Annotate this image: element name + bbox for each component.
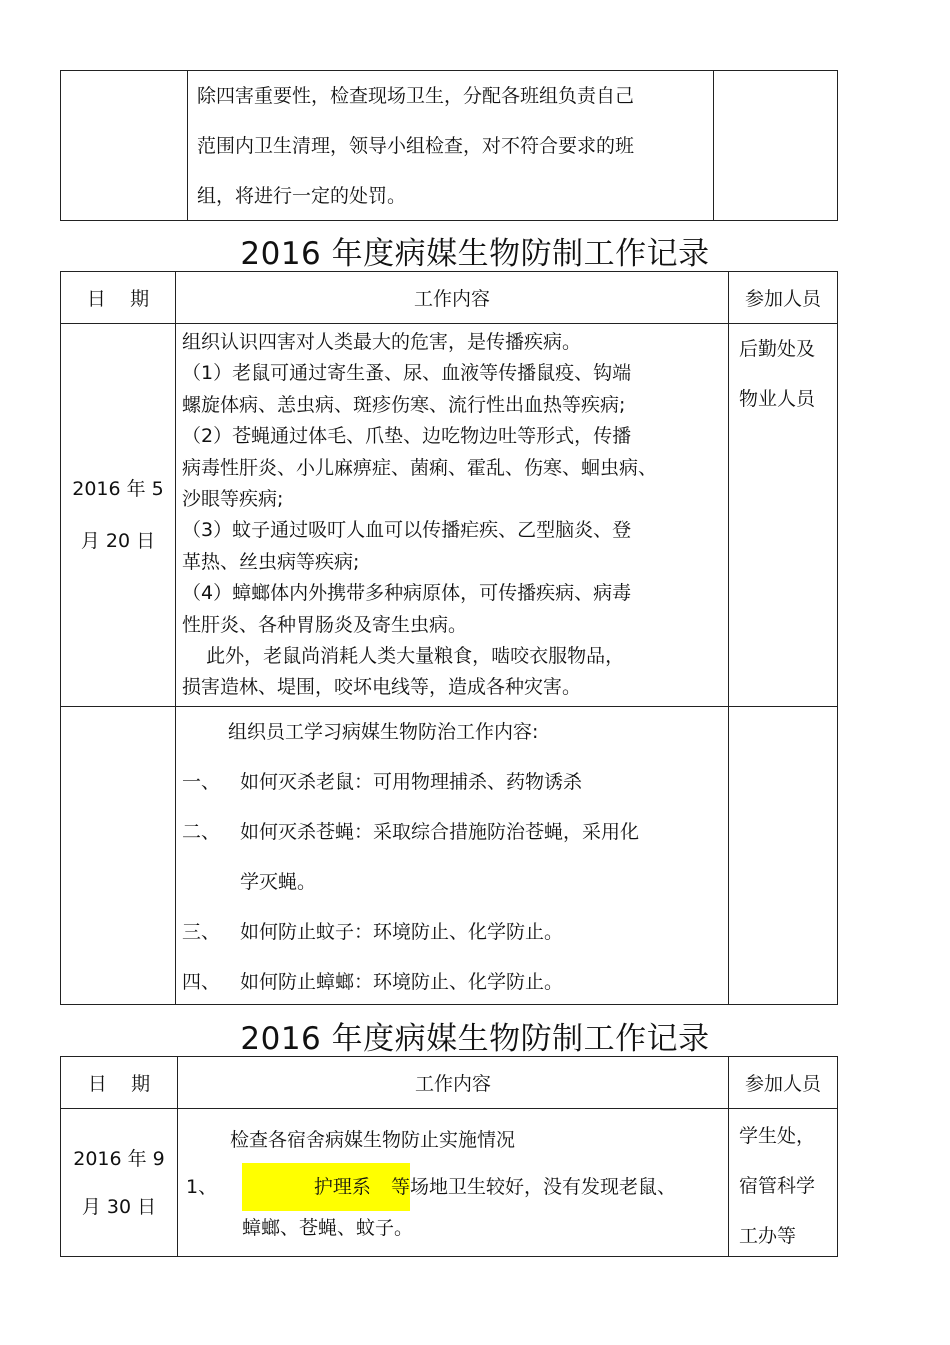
content-intro: 检查各宿舍病媒生物防止实施情况	[230, 1129, 516, 1151]
content-line: 螺旋体病、恙虫病、斑疹伤寒、流行性出血热等疾病;	[182, 393, 626, 416]
content-line: 组，将进行一定的处罚。	[197, 185, 407, 207]
header-content: 工作内容	[176, 272, 729, 324]
content-line: 范围内卫生清理，领导小组检查，对不符合要求的班	[197, 135, 635, 157]
people-line: 工办等	[739, 1225, 797, 1247]
content-line: （2）苍蝇通过体毛、爪垫、边吃物边吐等形式，传播	[182, 425, 632, 448]
list-number: 1、	[186, 1176, 218, 1198]
header-people: 参加人员	[729, 1057, 838, 1109]
date-cell	[61, 324, 176, 707]
highlighted-text	[242, 1163, 410, 1211]
date-line: 月 20 日	[80, 530, 156, 552]
people-line: 后勤处及	[739, 338, 816, 360]
content-line: （3）蚊子通过吸叮人血可以传播疟疾、乙型脑炎、登	[182, 519, 632, 542]
content-line: 沙眼等疾病;	[182, 488, 284, 511]
content-line: 此外，老鼠尚消耗人类大量粮食，啮咬衣服物品，	[182, 645, 625, 668]
record-table-2	[60, 1056, 838, 1257]
people-cell	[729, 707, 838, 1005]
content-cell	[176, 707, 729, 1005]
content-line: 性肝炎、各种胃肠炎及寄生虫病。	[182, 613, 468, 636]
date-line: 月 30 日	[81, 1195, 157, 1218]
content-line: 病毒性肝炎、小儿麻痹症、菌痢、霍乱、伤寒、蛔虫病、	[182, 456, 658, 479]
header-content: 工作内容	[178, 1057, 729, 1109]
date-cell	[61, 1109, 178, 1257]
date-line: 2016 年 5	[72, 478, 164, 500]
list-item	[182, 969, 728, 995]
list-continuation: 蟑螂、苍蝇、蚊子。	[242, 1217, 414, 1239]
list-text: 如何防止蟑螂：环境防止、化学防止。	[240, 971, 564, 993]
content-line: 组织认识四害对人类最大的危害，是传播疾病。	[182, 331, 582, 353]
list-text: 如何灭杀苍蝇：采取综合措施防治苍蝇，采用化	[240, 821, 640, 843]
list-text: 如何灭杀老鼠：可用物理捕杀、药物诱杀	[240, 771, 583, 793]
content-line: （1）老鼠可通过寄生蚤、尿、血液等传播鼠疫、钩端	[182, 362, 632, 385]
top-people-cell	[714, 71, 838, 221]
highlight-label: 护理系	[313, 1176, 371, 1198]
list-item	[186, 1163, 728, 1211]
record-table-1	[60, 271, 838, 1005]
header-people: 参加人员	[729, 272, 838, 324]
content-line: （4）蟑螂体内外携带多种病原体，可传播疾病、病毒	[182, 582, 632, 605]
list-item	[182, 919, 728, 945]
top-table	[60, 70, 838, 221]
list-item	[182, 769, 728, 795]
list-item	[182, 819, 728, 845]
list-number: 三、	[182, 921, 221, 943]
list-text: 学灭蝇。	[240, 871, 317, 893]
people-cell	[729, 1109, 838, 1257]
header-date: 日 期	[61, 1057, 178, 1109]
list-number: 一、	[182, 771, 221, 793]
content-line: 革热、丝虫病等疾病;	[182, 550, 360, 573]
section-title: 2016 年度病媒生物防制工作记录	[240, 1021, 710, 1057]
date-cell	[61, 707, 176, 1005]
content-intro: 组织员工学习病媒生物防治工作内容:	[228, 721, 539, 743]
people-cell	[729, 324, 838, 707]
people-line: 学生处，	[739, 1125, 816, 1147]
people-line: 宿管科学	[739, 1175, 816, 1197]
content-line: 损害造林、堤围，咬坏电线等，造成各种灾害。	[182, 676, 582, 699]
top-date-cell	[61, 71, 188, 221]
content-line: 除四害重要性，检查现场卫生，分配各班组负责自己	[197, 85, 635, 107]
section-title: 2016 年度病媒生物防制工作记录	[240, 236, 710, 272]
list-text: 如何防止蚊子：环境防止、化学防止。	[240, 921, 564, 943]
people-line: 物业人员	[739, 388, 816, 410]
highlight-tail: 等	[390, 1176, 410, 1198]
header-date: 日 期	[61, 272, 176, 324]
date-line: 2016 年 9	[73, 1147, 165, 1170]
list-number	[182, 869, 240, 895]
content-cell	[176, 324, 729, 707]
list-number: 四、	[182, 971, 221, 993]
list-item	[182, 869, 728, 895]
list-number: 二、	[182, 821, 221, 843]
top-content-cell	[188, 71, 714, 221]
content-cell	[178, 1109, 729, 1257]
list-text: 场地卫生较好，没有发现老鼠、	[410, 1176, 677, 1198]
